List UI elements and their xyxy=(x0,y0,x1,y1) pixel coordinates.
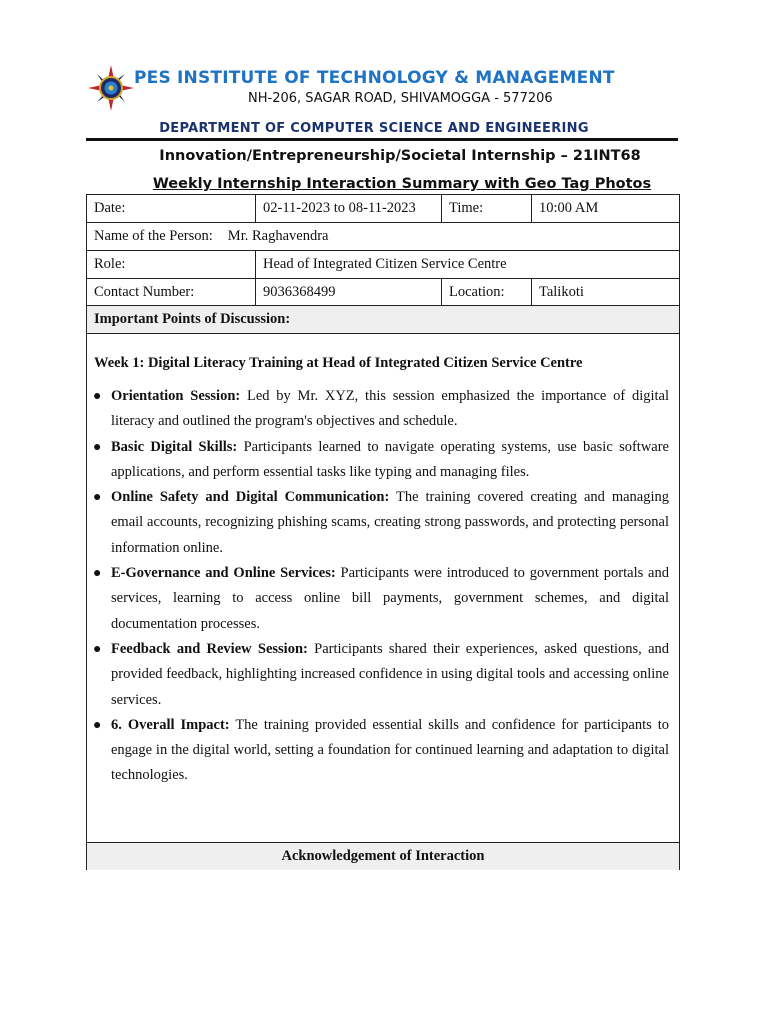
role-row xyxy=(87,251,679,279)
date-time-row xyxy=(87,195,679,223)
point-title: Basic Digital Skills: xyxy=(111,438,238,455)
location-value: Talikoti xyxy=(531,279,679,305)
contact-label: Contact Number: xyxy=(94,283,195,300)
contact-location-row xyxy=(87,279,679,306)
course-title: Innovation/Entrepreneurship/Societal Internship – 21INT68 xyxy=(159,148,641,164)
person-row xyxy=(87,223,679,251)
bullet-icon: ● xyxy=(93,439,102,455)
bullet-icon: ● xyxy=(93,566,102,582)
week-title: Week 1: Digital Literacy Training at Head of Integrated Citizen Service Centre xyxy=(94,355,583,371)
contact-value: 9036368499 xyxy=(255,279,441,305)
discussion-header-row xyxy=(87,306,679,334)
list-item xyxy=(93,384,669,435)
bullet-icon: ● xyxy=(93,641,102,657)
person-value: Mr. Raghavendra xyxy=(227,228,329,244)
document-subtitle: Weekly Internship Interaction Summary with Geo Tag Photos xyxy=(152,176,652,192)
point-text: Participants shared their experiences, asked questions, and provided feedback, highlighting increased confidence in using digital tools and accessing online services. xyxy=(111,640,670,708)
interaction-form-table xyxy=(86,194,680,870)
list-item xyxy=(93,637,669,713)
time-label: Time: xyxy=(441,195,531,222)
point-text: Led by Mr. XYZ, this session emphasized the importance of digital literacy and outlined the program's objectives and schedule. xyxy=(111,388,669,430)
point-title: Orientation Session: xyxy=(111,388,241,404)
point-text: Participants were introduced to government portals and services, learning to access online bill payments, government schemes, and digital documentation processes. xyxy=(111,565,669,632)
date-label: Date: xyxy=(94,200,126,216)
header-divider xyxy=(86,138,678,141)
institute-logo xyxy=(88,65,134,111)
point-text: The training provided essential skills and confidence for participants to engage in the digital world, setting a foundation for continued learning and adaptation to digital technologies. xyxy=(111,716,669,784)
date-value: 02-11-2023 to 08-11-2023 xyxy=(255,195,441,222)
discussion-header: Important Points of Discussion: xyxy=(94,311,291,327)
role-label: Role: xyxy=(94,256,126,272)
list-item xyxy=(93,435,669,486)
list-item xyxy=(93,561,669,637)
person-label: Name of the Person: xyxy=(94,228,213,244)
bullet-icon: ● xyxy=(93,717,102,733)
bullet-icon: ● xyxy=(93,389,102,404)
role-value: Head of Integrated Citizen Service Centre xyxy=(255,251,679,278)
discussion-points-list xyxy=(93,384,669,789)
acknowledgement-header: Acknowledgement of Interaction xyxy=(87,842,679,870)
bullet-icon: ● xyxy=(93,490,102,506)
institute-address: NH-206, SAGAR ROAD, SHIVAMOGGA - 577206 xyxy=(248,91,553,106)
department-name: DEPARTMENT OF COMPUTER SCIENCE AND ENGINEERING xyxy=(159,121,589,136)
point-text: The training covered creating and managing email accounts, recognizing phishing scams, creating strong passwords, and protecting personal information online. xyxy=(111,489,670,556)
point-title: 6. Overall Impact: xyxy=(111,716,230,733)
location-label: Location: xyxy=(441,279,531,305)
point-text: Participants learned to navigate operating systems, use basic software applications, and perform essential tasks like typing and managing files. xyxy=(111,438,669,480)
list-item xyxy=(93,713,669,789)
point-title: E-Governance and Online Services: xyxy=(111,565,336,582)
point-title: Online Safety and Digital Communication: xyxy=(111,489,390,506)
point-title: Feedback and Review Session: xyxy=(111,640,308,657)
institute-name: PES INSTITUTE OF TECHNOLOGY & MANAGEMENT xyxy=(134,68,615,88)
time-value: 10:00 AM xyxy=(531,195,679,222)
list-item xyxy=(93,485,669,561)
